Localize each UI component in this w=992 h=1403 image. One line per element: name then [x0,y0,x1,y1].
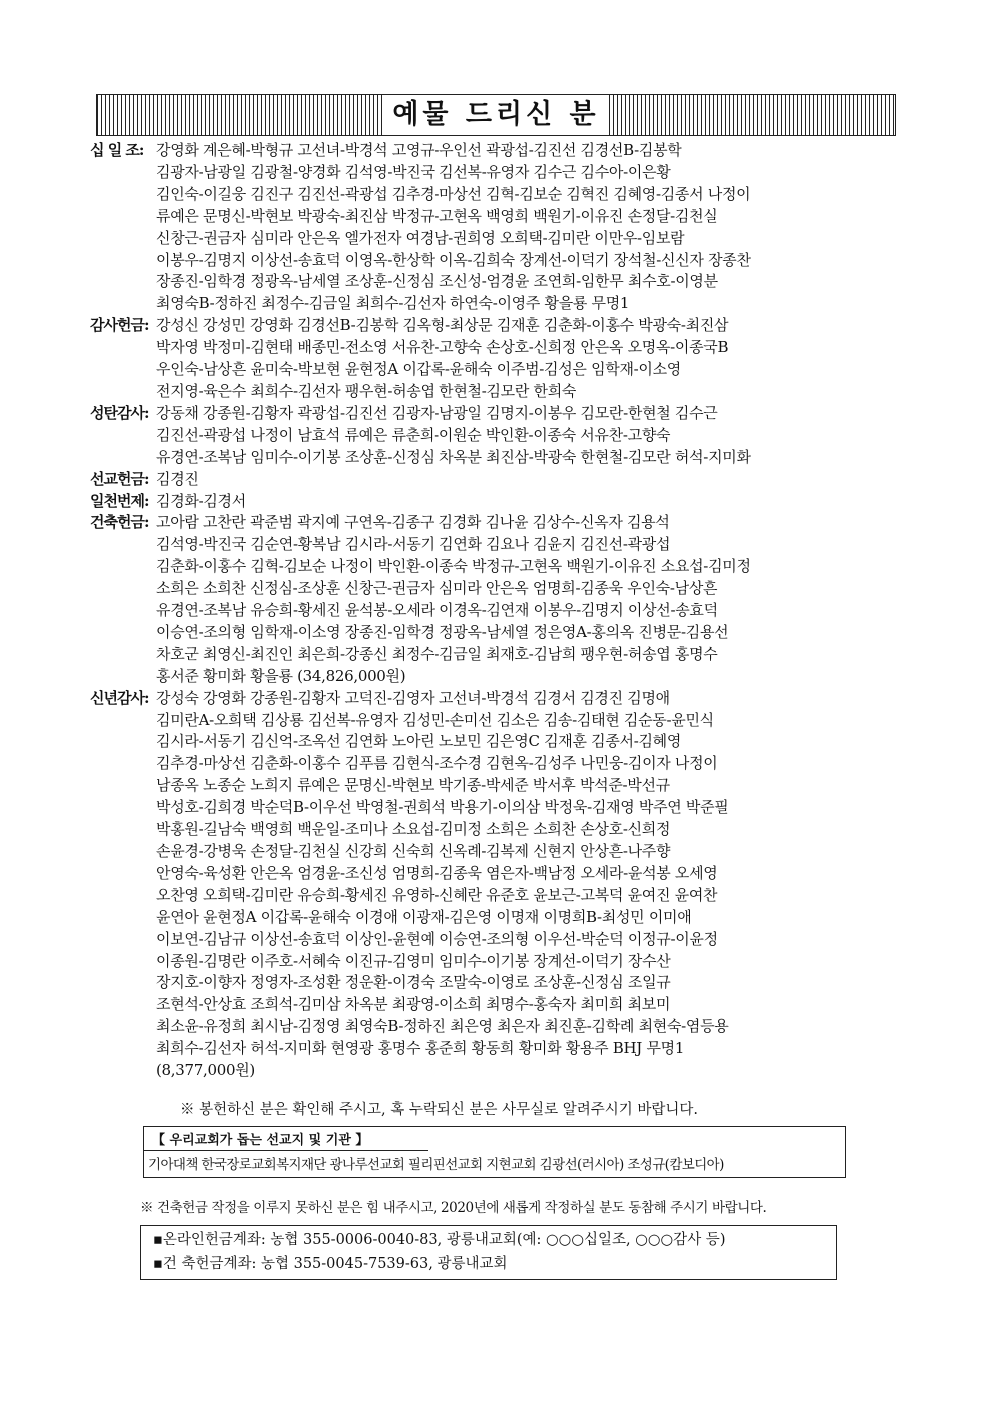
name-line: 최소윤-유정희 최시남-김정영 최영숙B-정하진 최은영 최은자 최진훈-김학례 최현숙-염등용 [156,1017,729,1036]
name-line: 차호군 최영신-최진인 최은희-강종신 최정수-김금일 최재호-김남희 팽우현-허송엽 홍명수 [156,644,718,663]
offering-section [90,403,902,469]
offering-section [90,140,902,315]
mission-list: 기아대책 한국장로교회복지재단 광나루선교회 필리핀선교회 지현교회 김광선(러시아) 조성규(캄보디아) [148,1157,724,1173]
section-names [156,512,902,687]
name-line: 신창근-권금자 심미라 안은옥 엘가전자 여경남-권희영 오희택-김미란 이만우-임보람 [156,228,685,247]
name-line: 박성호-김희경 박순덕B-이우선 박영철-권희석 박용기-이의삼 박정욱-김재영 박주연 박준필 [156,798,729,817]
section-label: 감사헌금: [90,316,149,335]
section-label: 건축헌금: [90,513,149,532]
name-line: 소희은 소희찬 신정심-조상훈 신창근-권금자 심미라 안은옥 엄명희-김종욱 우인숙-남상흔 [156,579,718,598]
name-line: 이보연-김남규 이상선-송효덕 이상인-윤현예 이승연-조의형 이우선-박순덕 이정규-이윤정 [156,929,718,948]
name-line: 강동채 강종원-김황자 곽광섭-김진선 김광자-남광일 김명지-이봉우 김모란-한현철 김수근 [156,403,718,422]
name-line: 김추경-마상선 김춘화-이홍수 김푸름 김현식-조수경 김현옥-김성주 나민웅-김이자 나정이 [156,754,718,773]
name-line: 박홍원-길남숙 백영희 백운일-조미나 소요섭-김미정 소희은 소희찬 손상호-신희정 [156,820,671,839]
name-line: 고아람 고찬란 곽준범 곽지예 구연옥-김종구 김경화 김나윤 김상수-신옥자 김용석 [156,513,670,532]
offering-sections [90,140,902,1082]
name-line: 김인숙-이길웅 김진구 김진선-곽광섭 김추경-마상선 김혁-김보순 김혁진 김혜영-김종서 나정이 [156,184,751,203]
section-label: 신년감사: [90,688,149,707]
name-line: 류예은 문명신-박현보 박광숙-최진삼 박정규-고현옥 백영희 백원기-이유진 손정달-김천실 [156,206,718,225]
name-line: 오찬영 오희택-김미란 유승희-황세진 유영하-신혜란 유준호 윤보근-고복덕 윤여진 윤여찬 [156,885,718,904]
name-line: 홍서준 황미화 황을룡 (34,826,000원) [156,666,406,685]
mission-box [143,1126,846,1178]
name-line: 박자영 박정미-김현태 배종민-전소영 서유찬-고향숙 손상호-신희정 안은옥 오명옥-이종국B [156,338,729,357]
name-line: 윤연아 윤현정A 이갑록-윤해숙 이경애 이광재-김은영 이명재 이명희B-최성민 이미애 [156,907,692,926]
name-line: 강성신 강성민 강영화 김경선B-김봉학 김옥형-최상문 김재훈 김춘화-이홍수 박광숙-최진삼 [156,316,729,335]
page-title: 예물 드리신 분 [383,95,609,135]
name-line: 남종옥 노종순 노희지 류예은 문명신-박현보 박기종-박세준 박서후 박석준-박선규 [156,776,670,795]
name-line: 김미란A-오희택 김상룡 김선복-유영자 김성민-손미선 김소은 김송-김태현 김순동-윤민식 [156,710,714,729]
offering-section [90,512,902,687]
offering-section [90,688,902,1082]
name-line: 김춘화-이홍수 김혁-김보순 나정이 박인환-이종숙 박정규-고현옥 백원기-이유진 소요섭-김미정 [156,557,751,576]
name-line: 김경진 [156,469,199,488]
name-line: 조현석-안상효 조희석-김미삼 차옥분 최광영-이소희 최명수-홍숙자 최미희 최보미 [156,995,671,1014]
title-banner [96,94,896,136]
name-line: (8,377,000원) [156,1061,255,1080]
name-line: 유경연-조복남 유승희-황세진 윤석봉-오세라 이경옥-김연재 이봉우-김명지 이상선-송효덕 [156,601,718,620]
section-names [156,469,902,491]
name-line: 전지영-육은수 최희수-김선자 팽우현-허송엽 한현철-김모란 한희숙 [156,381,577,400]
section-label: 성탄감사: [90,403,149,422]
building-account-line: ▪건 축헌금계좌: 농협 355-0045-7539-63, 광릉내교회 [153,1256,508,1272]
name-line: 김경화-김경서 [156,491,246,510]
account-box [140,1225,837,1280]
name-line: 강성숙 강영화 강종원-김황자 고덕진-김영자 고선녀-박경석 김경서 김경진 김명애 [156,688,670,707]
name-line: 김진선-곽광섭 나정이 남효석 류예은 류춘희-이원순 박인환-이종숙 서유찬-고향숙 [156,425,671,444]
section-names [156,403,902,469]
section-label: 일천번제: [90,491,149,510]
notice-building: ※ 건축헌금 작정을 이루지 못하신 분은 힘 내주시고, 2020년에 새롭게 작정하실 분도 동참해 주시기 바랍니다. [140,1200,767,1216]
notice-check: ※ 봉헌하신 분은 확인해 주시고, 혹 누락되신 분은 사무실로 알려주시기 바랍니다. [180,1102,699,1118]
name-line: 안영숙-육성환 안은옥 엄경윤-조신성 엄명희-김종욱 염은자-백남정 오세라-윤석봉 오세영 [156,863,718,882]
name-line: 손윤경-강병욱 손정달-김천실 신강희 신숙희 신옥례-김복제 신현지 안상흔-나주향 [156,842,671,860]
offering-section [90,469,902,491]
offering-section [90,315,902,403]
section-names [156,140,902,315]
name-line: 김광자-남광일 김광철-양경화 김석영-박진국 김선복-유영자 김수근 김수아-이은황 [156,162,671,181]
offering-section [90,491,902,513]
section-names [156,491,902,513]
section-names [156,315,902,403]
name-line: 이승연-조의형 임학재-이소영 장종진-임학경 정광옥-남세열 정은영A-홍의옥 진병문-김용선 [156,622,729,641]
name-line: 최희수-김선자 허석-지미화 현영광 홍명수 홍준희 황동희 황미화 황용주 BHJ 무명1 [156,1039,685,1058]
name-line: 김시라-서동기 김신억-조옥선 김연화 노아린 노보민 김은영C 김재훈 김종서-김혜영 [156,732,682,751]
name-line: 장지호-이향자 정영자-조성환 정운환-이경숙 조말숙-이영로 조상훈-신정심 조일규 [156,973,671,992]
name-line: 이봉우-김명지 이상선-송효덕 이영옥-한상학 이옥-김희숙 장계선-이덕기 장석철-신신자 장종찬 [156,250,751,269]
name-line: 최영숙B-정하진 최정수-김금일 최희수-김선자 하연숙-이영주 황을룡 무명1 [156,294,630,313]
name-line: 김석영-박진국 김순연-황복남 김시라-서동기 김연화 김요나 김윤지 김진선-곽광섭 [156,535,671,554]
online-account-line: ▪온라인헌금계좌: 농협 355-0006-0040-83, 광릉내교회(예: ○○○십일조, ○○○감사 등) [153,1232,726,1248]
name-line: 우인숙-남상흔 윤미숙-박보현 윤현정A 이갑록-윤해숙 이주범-김성은 임학재-이소영 [156,360,681,379]
section-names [156,688,902,1082]
mission-heading: 【 우리교회가 돕는 선교지 및 기관 】 [144,1127,428,1151]
name-line: 강영화 계은혜-박형규 고선녀-박경석 고영규-우인선 곽광섭-김진선 김경선B-김봉학 [156,141,682,159]
name-line: 이종원-김명란 이주호-서혜숙 이진규-김영미 임미수-이기봉 장계선-이덕기 장수산 [156,951,671,970]
name-line: 유경연-조복남 임미수-이기봉 조상훈-신정심 차옥분 최진삼-박광숙 한현철-김모란 허석-지미화 [156,447,751,466]
section-label: 십 일 조: [90,141,144,159]
name-line: 장종진-임학경 정광옥-남세열 조상훈-신정심 조신성-엄경윤 조연희-임한무 최수호-이영분 [156,272,718,291]
section-label: 선교헌금: [90,469,149,488]
